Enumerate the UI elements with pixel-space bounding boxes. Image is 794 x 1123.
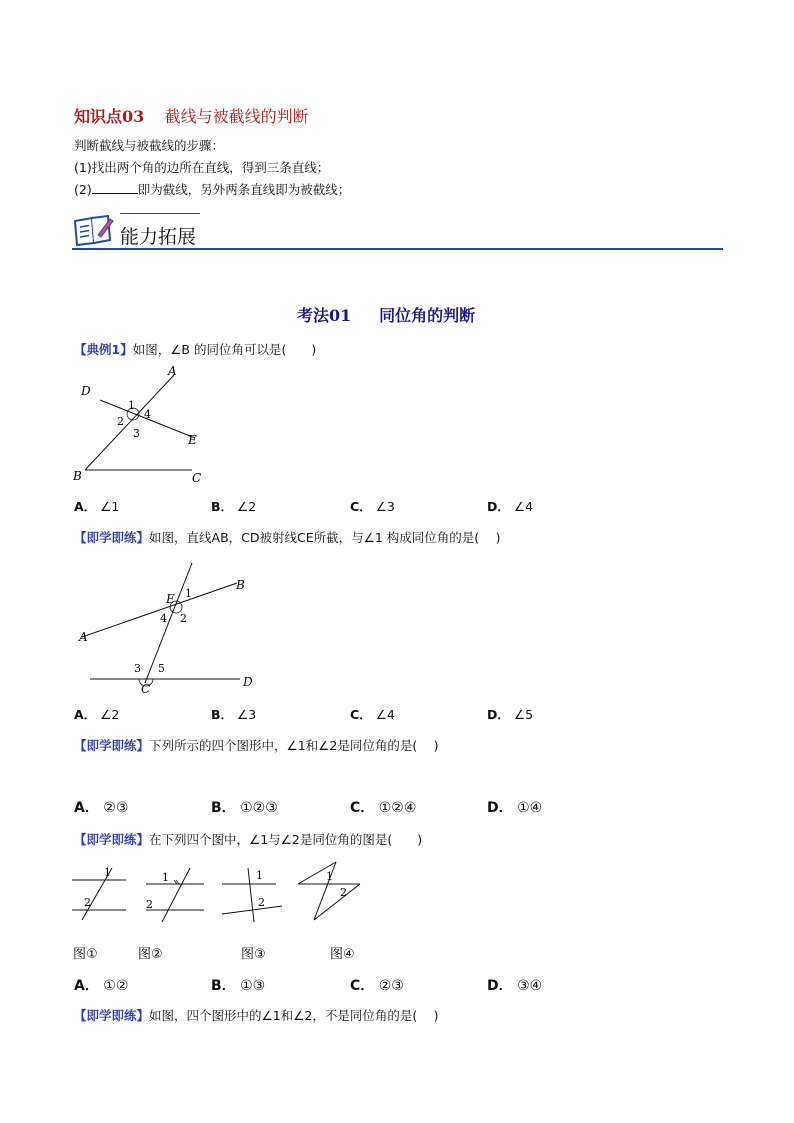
- fig2-label-a: A: [79, 630, 88, 644]
- svg-text:1: 1: [162, 871, 169, 884]
- q1-option-c[interactable]: C． ∠3: [350, 499, 395, 514]
- question-4-text: 在下列四个图中，∠1与∠2是同位角的图是( ): [149, 832, 423, 847]
- method-title: [297, 303, 475, 326]
- question-1: [74, 340, 316, 359]
- fig2-label-e: E: [166, 592, 175, 606]
- q1-option-b[interactable]: B． ∠2: [211, 499, 257, 514]
- svg-text:1: 1: [104, 866, 111, 879]
- step-1: (1)找出两个角的边所在直线，得到三条直线；: [74, 160, 330, 175]
- fig1-angle-3: 3: [133, 427, 140, 440]
- knowledge-point-title: [74, 104, 309, 127]
- section-rule: [72, 248, 723, 250]
- fig2-label-d: D: [243, 675, 253, 689]
- method-number: 考法01: [297, 306, 352, 325]
- fig1-label-d: D: [81, 384, 91, 398]
- question-2: [74, 528, 500, 547]
- q3-option-a[interactable]: A． ②③: [74, 800, 129, 816]
- question-5-tag: 【即学即练】: [74, 1008, 150, 1023]
- fig1-angle-1: 1: [128, 399, 135, 412]
- svg-text:1: 1: [256, 869, 263, 882]
- question-2-tag: 【即学即练】: [74, 530, 150, 545]
- q4-option-c[interactable]: C． ②③: [350, 978, 404, 994]
- q4-figure-2-label: 图②: [138, 947, 163, 962]
- step-2-number: (2): [74, 182, 92, 197]
- q4-figure-1: [68, 862, 134, 924]
- q1-option-a[interactable]: A． ∠1: [74, 499, 120, 514]
- svg-text:2: 2: [258, 896, 265, 909]
- q2-option-a[interactable]: A． ∠2: [74, 707, 120, 722]
- fig2-label-c: C: [141, 682, 151, 696]
- question-5: [74, 1006, 439, 1025]
- svg-text:2: 2: [340, 886, 347, 899]
- q4-option-a[interactable]: A． ①②: [74, 978, 129, 994]
- svg-text:2: 2: [146, 898, 153, 911]
- step-2-text: 即为截线，另外两条直线即为被截线；: [137, 182, 351, 197]
- question-2-text: 如图，直线AB，CD被射线CE所截，与∠1 构成同位角的是( ): [149, 530, 501, 545]
- q4-figure-4: [292, 858, 364, 924]
- svg-text:2: 2: [84, 896, 91, 909]
- answer-blank: [92, 180, 138, 194]
- knowledge-point-heading: 截线与被截线的判断: [164, 107, 309, 126]
- question-5-text: 如图，四个图形中的∠1和∠2，不是同位角的是( ): [149, 1008, 439, 1023]
- question-3: [74, 736, 439, 755]
- q2-option-c[interactable]: C． ∠4: [350, 707, 395, 722]
- q2-option-b[interactable]: B． ∠3: [211, 707, 257, 722]
- q4-option-b[interactable]: B． ①③: [211, 978, 266, 994]
- fig1-label-e: E: [188, 433, 197, 447]
- steps-intro: 判断截线与被截线的步骤：: [74, 138, 225, 153]
- fig2-angle-2: 2: [180, 612, 187, 625]
- book-pencil-icon: [72, 213, 116, 247]
- q4-figure-4-label: 图④: [330, 947, 355, 962]
- section-top-rule: [120, 213, 200, 214]
- question-1-tag: 【典例1】: [74, 342, 133, 357]
- q2-option-d[interactable]: D． ∠5: [487, 707, 534, 722]
- question-1-figure: [70, 362, 220, 490]
- question-2-figure: [72, 555, 272, 697]
- question-3-tag: 【即学即练】: [74, 738, 150, 753]
- fig2-angle-1: 1: [185, 587, 192, 600]
- question-3-text: 下列所示的四个图形中，∠1和∠2是同位角的是( ): [149, 738, 439, 753]
- q3-option-d[interactable]: D． ①④: [487, 800, 543, 816]
- fig2-angle-5: 5: [158, 662, 165, 675]
- q4-figure-1-label: 图①: [73, 947, 98, 962]
- fig1-angle-4: 4: [144, 408, 151, 421]
- q1-option-d[interactable]: D． ∠4: [487, 499, 534, 514]
- method-heading: 同位角的判断: [379, 306, 476, 325]
- q4-figure-2: [140, 862, 210, 924]
- q3-option-c[interactable]: C． ①②④: [350, 800, 417, 816]
- fig1-label-b: B: [73, 469, 82, 483]
- section-title: 能力拓展: [120, 226, 197, 248]
- step-2: [74, 180, 350, 199]
- fig2-angle-3: 3: [134, 662, 141, 675]
- fig1-label-a: A: [168, 364, 177, 378]
- fig1-label-c: C: [192, 471, 202, 485]
- q4-figure-3-label: 图③: [241, 947, 266, 962]
- question-4: [74, 830, 422, 849]
- fig1-angle-2: 2: [117, 415, 124, 428]
- question-4-tag: 【即学即练】: [74, 832, 150, 847]
- fig2-angle-4: 4: [160, 612, 167, 625]
- question-1-text: 如图，∠B 的同位角可以是( ): [132, 342, 317, 357]
- fig2-label-b: B: [236, 578, 245, 592]
- knowledge-point-number: 知识点03: [74, 107, 145, 126]
- q4-option-d[interactable]: D． ③④: [487, 978, 543, 994]
- q3-option-b[interactable]: B． ①②③: [211, 800, 278, 816]
- svg-text:1: 1: [326, 870, 333, 883]
- q4-figure-3: [218, 862, 288, 924]
